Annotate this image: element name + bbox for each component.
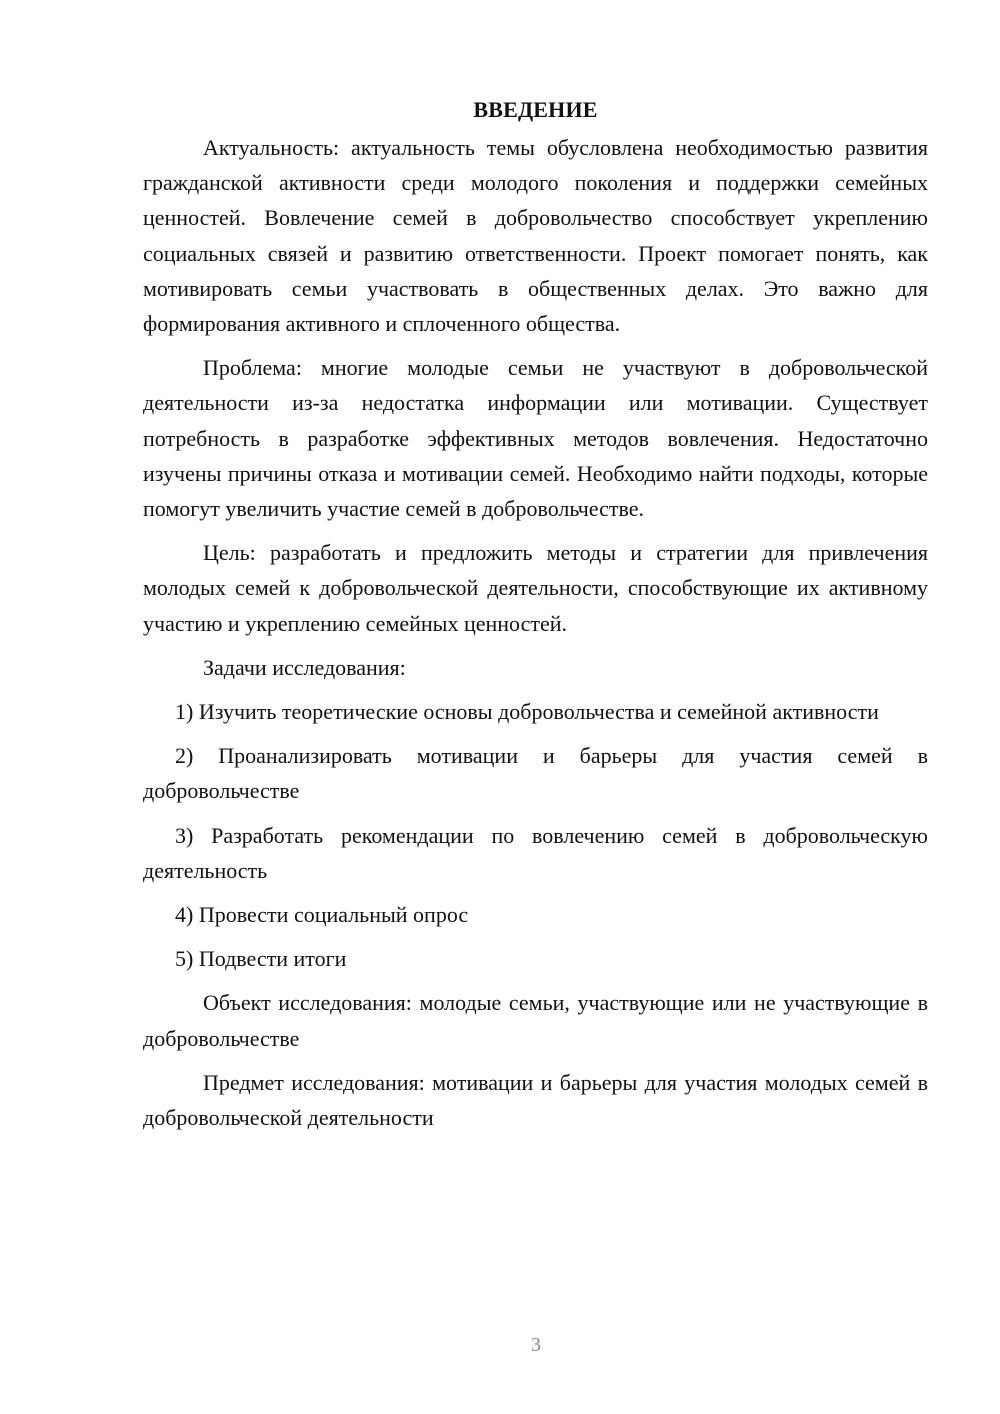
subject-paragraph: Предмет исследования: мотивации и барьеры для участия молодых семей в добровольческой деятельности	[143, 1069, 928, 1131]
tasks-title: Задачи исследования:	[203, 654, 406, 680]
goal-paragraph: Цель: разработать и предложить методы и стратегии для привлечения молодых семей к добровольческой деятельности, способствующие их активному участию и укреплению семейных ценностей.	[143, 540, 928, 636]
tasks-list	[143, 694, 928, 976]
page-number: 3	[531, 1334, 541, 1356]
page-content	[143, 92, 928, 1144]
section-heading: ВВЕДЕНИЕ	[473, 97, 598, 122]
task-item: 5) Подвести итоги	[175, 946, 347, 972]
task-item: 3) Разработать рекомендации по вовлечению семей в добровольческую деятельность	[143, 822, 928, 883]
problem-paragraph: Проблема: многие молодые семьи не участвуют в добровольческой деятельности из-за недостатка информации или мотивации. Существует потребность в разработке эффективных методов вовлечения. Недостаточно изучены причины отказа и мотивации семей. Необходимо найти подходы, которые помогут увеличить участие семей в добровольчестве.	[143, 355, 928, 522]
task-item: 2) Проанализировать мотивации и барьеры для участия семей в добровольчестве	[143, 743, 928, 804]
object-paragraph: Объект исследования: молодые семьи, участвующие или не участвующие в добровольчестве	[143, 990, 928, 1051]
task-item: 4) Провести социальный опрос	[175, 902, 469, 928]
relevance-paragraph: Актуальность: актуальность темы обусловлена необходимостью развития гражданской активности среди молодого поколения и поддержки семейных ценностей. Вовлечение семей в добровольчество способствует укреплению социальных связей и развитию ответственности. Проект помогает понять, как мотивировать семьи участвовать в общественных делах. Это важно для формирования активного и сплоченного общества.	[143, 135, 928, 337]
task-item: 1) Изучить теоретические основы добровольчества и семейной активности	[175, 699, 879, 725]
